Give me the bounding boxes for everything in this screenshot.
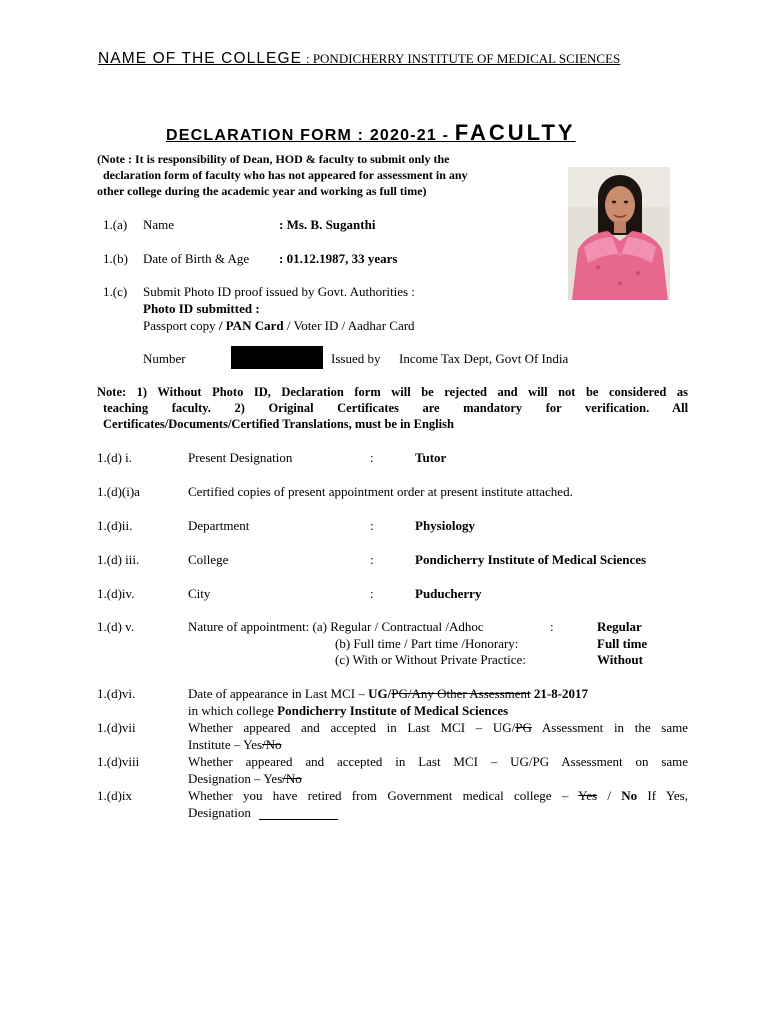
word: same [661, 720, 689, 735]
word: – [475, 720, 483, 735]
word: / [607, 788, 611, 803]
word: Assessment [541, 720, 604, 735]
word: Last [418, 754, 441, 769]
word: same [661, 754, 689, 769]
word: – [561, 788, 569, 803]
retired-no-selected: No [621, 788, 638, 803]
last-mci-date-label: Date of appearance in Last MCI – [188, 686, 369, 701]
same-designation-yes: Designation – Yes [188, 771, 283, 786]
last-mci-college-line [188, 703, 508, 719]
note-top-line-2: declaration form of faculty who has not appeared for assessment in any [103, 168, 468, 182]
same-institute-yes: Institute – Yes [188, 737, 263, 752]
word [493, 720, 532, 735]
word: in [395, 754, 406, 769]
item-dii-number: 1.(d)ii. [97, 518, 133, 533]
item-1a-number: 1.(a) [103, 217, 128, 232]
item-1c-number: 1.(c) [103, 284, 128, 299]
issued-by-value: Income Tax Dept, Govt Of India [399, 351, 569, 366]
word: MCI [453, 754, 478, 769]
faculty-photo [568, 167, 670, 300]
word: Whether [188, 788, 233, 803]
id-number-redacted [231, 346, 323, 369]
last-mci-date-value: 21-8-2017 [530, 686, 589, 701]
item-dix-number: 1.(d)ix [97, 788, 133, 803]
note2-word: Photo [212, 385, 244, 399]
retired-question-line-1 [188, 788, 688, 804]
name-value: : Ms. B. Suganthi [279, 217, 376, 232]
appointment-nature-a-value: Regular [597, 619, 642, 634]
appointment-nature-b-value: Full time [597, 636, 648, 651]
word: and [305, 754, 325, 769]
id-number-label: Number [143, 351, 186, 366]
word: medical [462, 788, 504, 803]
same-institute-answer-line [188, 737, 282, 753]
note2-word: for [545, 401, 562, 415]
item-dv-number: 1.(d) v. [97, 619, 135, 634]
item-diii-colon: : [370, 552, 374, 567]
photo-id-option-others: / Voter ID / Aadhar Card [283, 318, 415, 333]
retired-designation-blank[interactable] [259, 819, 338, 820]
college-name-header [98, 50, 620, 68]
appointment-nature-c-label: (c) With or Without Private Practice: [335, 652, 526, 667]
word: Whether [188, 720, 233, 735]
item-dii-label: Department [188, 518, 250, 533]
form-title-category: FACULTY [454, 120, 576, 145]
word: UG/PG [510, 754, 550, 769]
item-1c-label: Submit Photo ID proof issued by Govt. Authorities : [143, 284, 415, 299]
form-title-text: DECLARATION FORM : 2020-21 [166, 127, 437, 144]
last-mci-other-struck: PG/Any Other Assessment [391, 686, 531, 701]
last-mci-ug-selected: UG/ [368, 686, 392, 701]
word: have [272, 788, 298, 803]
note2-word: not [558, 385, 576, 399]
note2-word: considered [608, 385, 667, 399]
same-designation-no-struck: /No [282, 771, 302, 786]
note2-word: are [422, 401, 440, 415]
note2-word: and [497, 385, 518, 399]
word: – [490, 754, 498, 769]
note2-word: as [676, 385, 689, 399]
note2-line-3: Certificates/Documents/Certified Translations, must be in English [103, 417, 454, 431]
same-designation-question-line-1 [188, 754, 688, 770]
note2-word: Certificates [337, 401, 399, 415]
note2-word: 1) [136, 385, 148, 399]
same-designation-answer-line [188, 771, 302, 787]
item-diii-label: College [188, 552, 229, 567]
dob-age-value: : 01.12.1987, 33 years [279, 251, 398, 266]
last-mci-college-value: Pondicherry Institute of Medical Sciences [277, 703, 509, 718]
photo-id-option-pan-selected: / PAN Card [218, 318, 284, 333]
department-value: Physiology [415, 518, 475, 533]
note2-word: Note: [97, 385, 127, 399]
note2-word: be [585, 385, 599, 399]
word: If [647, 788, 657, 803]
city-value: Puducherry [415, 586, 482, 601]
item-dvi-number: 1.(d)vi. [97, 686, 136, 701]
photo-id-submitted-label: Photo ID submitted : [143, 301, 260, 316]
college-name-label: NAME OF THE COLLEGE [98, 50, 303, 67]
college-value: Pondicherry Institute of Medical Sciences [415, 552, 647, 567]
retired-yes-struck: Yes [578, 788, 598, 803]
note2-word: All [672, 401, 689, 415]
note2-word: mandatory [463, 401, 523, 415]
item-1b-number: 1.(b) [103, 251, 128, 266]
last-mci-college-label: in which college [188, 703, 278, 718]
issued-by-label: Issued by [331, 351, 381, 366]
item-di-number: 1.(d) i. [97, 450, 133, 465]
word: accepted [330, 720, 376, 735]
word-ug: UG/ [492, 720, 516, 735]
note2-word: 2) [234, 401, 245, 415]
form-title [166, 120, 576, 146]
appointment-nature-a-colon: : [550, 619, 554, 634]
word: Whether [188, 754, 233, 769]
faculty-photo-image [568, 167, 670, 300]
note2-word: Original [268, 401, 314, 415]
college-name-value: : PONDICHERRY INSTITUTE OF MEDICAL SCIENCES [305, 51, 621, 66]
note2-word: Declaration [281, 385, 344, 399]
note2-line-2 [103, 401, 688, 416]
photo-id-options [143, 318, 415, 334]
designation-value: Tutor [415, 450, 447, 465]
word: and [301, 720, 320, 735]
item-dii-colon: : [370, 518, 374, 533]
item-div-label: City [188, 586, 211, 601]
word: accepted [336, 754, 383, 769]
same-institute-no-struck: /No [262, 737, 282, 752]
word: you [243, 788, 263, 803]
note2-word: faculty. [171, 401, 211, 415]
note2-word: rejected [444, 385, 487, 399]
word: from [351, 788, 378, 803]
item-dia-label: Certified copies of present appointment order at present institute attached. [188, 484, 573, 499]
appointment-nature-a-label: Nature of appointment: (a) Regular / Contractual /Adhoc [188, 619, 484, 634]
photo-id-option-passport: Passport copy [143, 318, 219, 333]
item-div-number: 1.(d)iv. [97, 586, 135, 601]
word: in [386, 720, 397, 735]
note2-word: be [421, 385, 434, 399]
note-top-line-3: other college during the academic year and working as full time) [97, 184, 427, 198]
item-dia-number: 1.(d)(i)a [97, 484, 140, 499]
word: retired [307, 788, 342, 803]
word: college [514, 788, 552, 803]
note2-word: Without [157, 385, 202, 399]
last-mci-date-line [188, 686, 588, 702]
appointment-nature-b-label: (b) Full time / Part time /Honorary: [335, 636, 519, 651]
note2-word: teaching [103, 401, 149, 415]
word: appeared [245, 754, 293, 769]
item-di-colon: : [370, 450, 374, 465]
note2-word: will [528, 385, 548, 399]
word: MCI [440, 720, 466, 735]
item-1b-label: Date of Birth & Age [143, 251, 250, 266]
appointment-nature-c-value: Without [597, 652, 643, 667]
word: the [634, 720, 651, 735]
item-diii-number: 1.(d) iii. [97, 552, 140, 567]
note-top-line-1: (Note : It is responsibility of Dean, HOD & faculty to submit only the [97, 152, 450, 166]
note2-word: verification. [585, 401, 650, 415]
word-pg-struck: PG [515, 720, 532, 735]
word: on [635, 754, 649, 769]
word: in [613, 720, 625, 735]
note2-line-1 [97, 385, 688, 400]
item-dvii-number: 1.(d)vii [97, 720, 136, 735]
word: appeared [243, 720, 291, 735]
item-di-label: Present Designation [188, 450, 293, 465]
note2-word: ID, [253, 385, 271, 399]
note2-word: will [391, 385, 411, 399]
word: Government [387, 788, 453, 803]
retired-designation-label: Designation [188, 805, 251, 820]
word: Yes, [665, 788, 688, 803]
item-dviii-number: 1.(d)viii [97, 754, 140, 769]
item-div-colon: : [370, 586, 374, 601]
word: Assessment [561, 754, 623, 769]
same-institute-question-line-1 [188, 720, 688, 736]
item-1a-label: Name [143, 217, 175, 232]
note2-word: form [354, 385, 381, 399]
form-title-dash: - [436, 127, 455, 144]
word: Last [407, 720, 430, 735]
